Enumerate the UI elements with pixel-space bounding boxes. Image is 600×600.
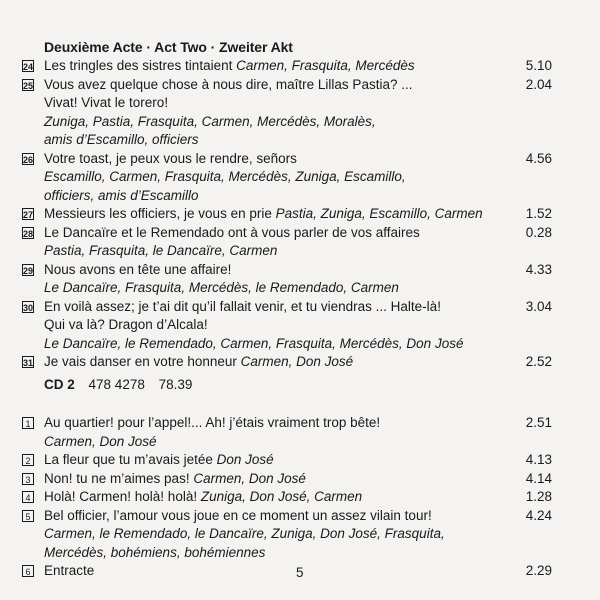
track-title: Les tringles des sistres tintaient	[44, 58, 237, 73]
track-text	[44, 525, 445, 544]
track-text	[44, 279, 399, 298]
track-performers: Don José	[216, 452, 274, 467]
track-line	[22, 414, 552, 433]
track-line	[22, 261, 552, 280]
track-text	[44, 261, 231, 280]
track-line	[22, 187, 552, 206]
track-performers: Carmen, Don José	[240, 354, 354, 369]
track-duration: 4.56	[525, 150, 552, 166]
track-performers: Carmen, le Remendado, le Dancaïre, Zuniga, Don José, Frasquita,	[44, 526, 445, 541]
track-number: 1	[22, 417, 34, 429]
track-line	[22, 335, 552, 354]
track-line	[22, 205, 552, 224]
track-duration: 4.14	[525, 470, 552, 486]
track-line	[22, 94, 552, 113]
track-performers: officiers, amis d’Escamillo	[44, 187, 199, 203]
track-title: Vous avez quelque chose à nous dire, maître Lillas Pastia? ...	[44, 76, 413, 92]
track-performers: Le Dancaïre, Frasquita, Mercédès, le Remendado, Carmen	[44, 280, 399, 295]
track-text	[44, 94, 168, 113]
track-line	[22, 544, 552, 563]
track-duration: 4.33	[525, 261, 552, 277]
track-title: Holà! Carmen! holà! holà!	[44, 489, 201, 504]
track-title: Je vais danser en votre honneur	[44, 354, 241, 369]
track-text	[44, 335, 463, 354]
track-performers: Pastia, Zuniga, Escamillo, Carmen	[275, 206, 483, 221]
track-line	[22, 131, 552, 150]
track-number: 4	[22, 491, 34, 503]
track-line	[22, 57, 552, 76]
track-number: 26	[23, 154, 34, 165]
cd-heading	[44, 377, 192, 392]
track-title: Au quartier! pour l’appel!... Ah! j’étais vraiment trop bête!	[44, 415, 381, 430]
track-performers: amis d’Escamillo, officiers	[44, 132, 199, 147]
track-duration: 2.04	[525, 76, 552, 92]
track-performers: Carmen, Don José	[193, 470, 306, 486]
track-duration: 0.28	[525, 224, 552, 240]
track-number: 6	[22, 565, 34, 577]
track-line	[22, 298, 552, 317]
disc1-track-list	[22, 57, 552, 372]
track-text	[44, 298, 441, 317]
track-title: En voilà assez; je t’ai dit qu’il fallait venir, et tu viendras ... Halte-là!	[44, 298, 441, 314]
track-performers: Pastia, Frasquita, le Dancaïre, Carmen	[44, 243, 278, 258]
track-title: Entracte	[44, 563, 95, 578]
track-line	[22, 507, 552, 526]
track-title: La fleur que tu m’avais jetée	[44, 452, 217, 467]
track-duration: 2.52	[525, 354, 552, 369]
track-text	[44, 76, 412, 95]
track-title: Qui va là? Dragon d’Alcala!	[44, 317, 208, 332]
track-text	[44, 488, 362, 507]
track-line	[22, 168, 552, 187]
track-text	[44, 470, 306, 489]
track-line	[22, 470, 552, 489]
track-text	[44, 353, 353, 372]
track-performers: Escamillo, Carmen, Frasquita, Mercédès, Zuniga, Escamillo,	[44, 169, 406, 184]
track-number: 2	[22, 454, 34, 466]
track-number: 29	[23, 265, 34, 276]
track-number: 3	[22, 473, 34, 485]
track-text	[44, 562, 94, 581]
total-duration: 78.39	[158, 377, 193, 392]
track-text	[44, 113, 376, 132]
track-number: 27	[23, 210, 34, 220]
track-text	[44, 316, 208, 335]
track-line	[22, 525, 552, 544]
track-duration: 3.04	[525, 298, 552, 314]
track-line	[22, 242, 552, 261]
track-line	[22, 488, 552, 507]
track-duration: 2.51	[525, 415, 552, 430]
track-number: 5	[22, 510, 34, 522]
track-duration: 4.13	[525, 452, 552, 467]
track-text	[44, 150, 297, 169]
track-text	[44, 131, 199, 150]
track-text	[44, 544, 265, 563]
track-line	[22, 279, 552, 298]
track-duration: 4.24	[525, 507, 552, 523]
track-text	[44, 451, 274, 470]
track-line	[22, 316, 552, 335]
catalog-number: 478 4278	[88, 377, 145, 392]
track-text	[44, 507, 432, 526]
track-text	[44, 57, 415, 76]
track-performers: Carmen, Frasquita, Mercédès	[236, 58, 415, 73]
track-duration: 1.52	[525, 206, 552, 221]
track-text	[44, 414, 380, 433]
track-number: 31	[23, 358, 34, 368]
track-title: Vivat! Vivat le torero!	[44, 95, 169, 110]
track-line	[22, 562, 552, 581]
track-text	[44, 187, 199, 206]
track-title: Nous avons en tête une affaire!	[44, 261, 232, 277]
track-performers: Zuniga, Don José, Carmen	[200, 489, 363, 504]
track-performers: Mercédès, bohémiens, bohémiennes	[44, 544, 266, 560]
track-title: Bel officier, l’amour vous joue en ce moment un assez vilain tour!	[44, 507, 432, 523]
track-text	[44, 205, 483, 224]
track-number: 25	[23, 80, 34, 91]
track-number: 30	[23, 302, 34, 313]
track-line	[22, 433, 552, 452]
cd-label: CD 2	[44, 377, 75, 392]
track-duration: 1.28	[525, 489, 552, 504]
track-performers: Carmen, Don José	[44, 433, 157, 449]
track-title: Votre toast, je peux vous le rendre, señors	[44, 150, 297, 166]
track-title: Non! tu ne m’aimes pas!	[44, 470, 194, 486]
track-title: Le Dancaïre et le Remendado ont à vous parler de vos affaires	[44, 224, 420, 240]
track-number: 24	[23, 62, 34, 72]
track-line	[22, 451, 552, 470]
track-line	[22, 353, 552, 372]
track-duration: 2.29	[525, 563, 552, 578]
track-number: 28	[23, 228, 34, 239]
track-line	[22, 113, 552, 132]
track-line	[22, 76, 552, 95]
disc2-track-list	[22, 414, 552, 581]
track-line	[22, 224, 552, 243]
track-title: Messieurs les officiers, je vous en prie	[44, 206, 276, 221]
track-performers: Zuniga, Pastia, Frasquita, Carmen, Mercédès, Moralès,	[44, 113, 376, 129]
track-performers: Le Dancaïre, le Remendado, Carmen, Frasquita, Mercédès, Don José	[44, 335, 464, 351]
track-duration: 5.10	[525, 58, 552, 73]
track-text	[44, 168, 406, 187]
page-number: 5	[296, 565, 304, 580]
track-line	[22, 150, 552, 169]
track-text	[44, 224, 420, 243]
act-heading: Deuxième Acte · Act Two · Zweiter Akt	[44, 39, 293, 55]
track-text	[44, 433, 157, 452]
track-text	[44, 242, 277, 261]
